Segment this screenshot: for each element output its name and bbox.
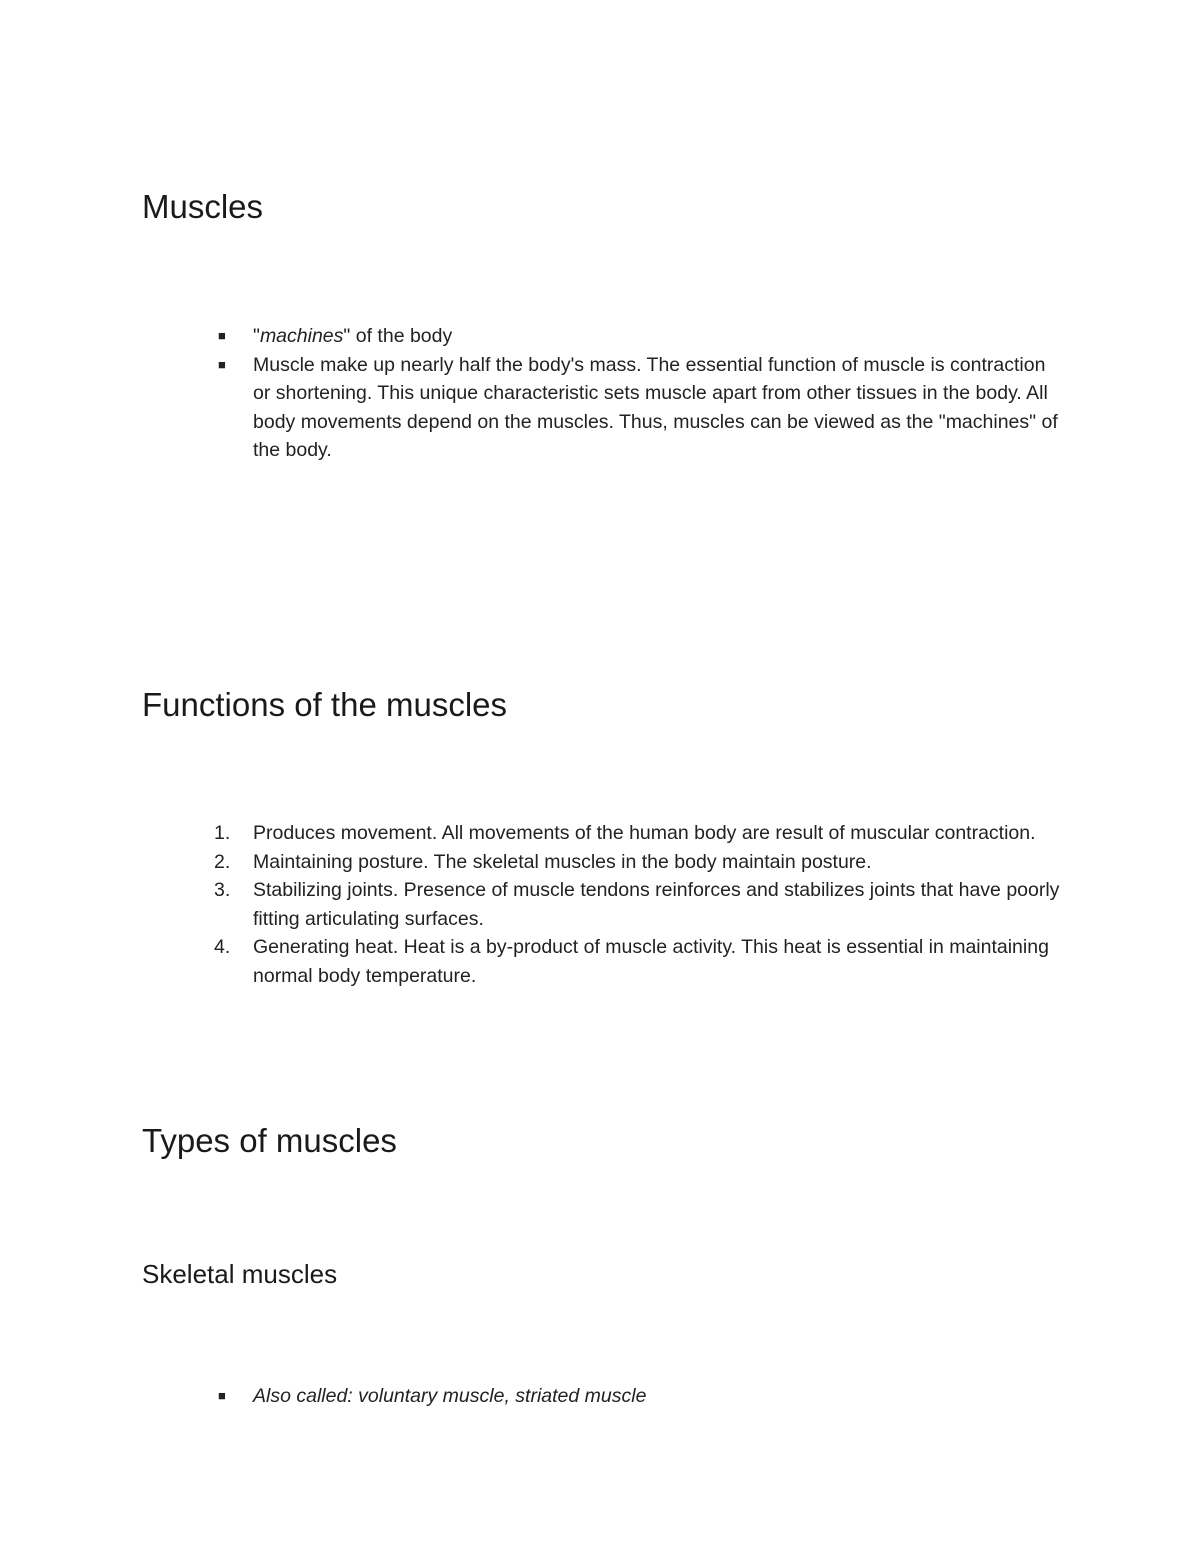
list-item-text: Generating heat. Heat is a by-product of muscle activity. This heat is essential in maintaining normal body temperature.	[253, 936, 1049, 987]
bullet-marker: ■	[218, 356, 226, 372]
list-item: ■ "machines" of the body	[0, 322, 1063, 351]
emphasis-text: machines	[259, 325, 344, 347]
heading-skeletal: Skeletal muscles	[142, 1259, 338, 1289]
list-item	[0, 1382, 1063, 1411]
heading-muscles: Muscles	[142, 188, 264, 225]
list-item	[0, 848, 1063, 877]
list-number: 2.	[214, 850, 231, 873]
list-number: 4.	[214, 936, 231, 959]
list-item-text: Muscle make up nearly half the body's mass. The essential function of muscle is contraction or shortening. This unique characteristic sets muscle apart from other tissues in the body. All body movements depend on the muscles. Thus, muscles can be viewed as the "machines" of the body.	[253, 353, 1058, 462]
list-item	[0, 819, 1063, 848]
list-item	[0, 351, 1063, 465]
list-item-text: Maintaining posture. The skeletal muscles in the body maintain posture.	[253, 850, 872, 873]
list-number: 3.	[214, 879, 231, 902]
heading-functions: Functions of the muscles	[142, 686, 507, 723]
muscles-bullet-list	[0, 322, 1200, 465]
list-item	[0, 933, 1063, 990]
list-item	[0, 876, 1063, 933]
bullet-marker: ■	[218, 1388, 226, 1403]
functions-numbered-list	[0, 819, 1200, 991]
bullet-marker: ■	[218, 328, 226, 343]
skeletal-bullet-list	[0, 1382, 1200, 1411]
list-item-text: Stabilizing joints. Presence of muscle tendons reinforces and stabilizes joints that have poorly fitting articulating surfaces.	[253, 879, 1060, 930]
heading-types: Types of muscles	[142, 1122, 397, 1159]
list-item-text: Produces movement. All movements of the human body are result of muscular contraction.	[253, 822, 1036, 844]
list-number: 1.	[214, 822, 231, 844]
list-item-text: Also called: voluntary muscle, striated muscle	[253, 1385, 647, 1407]
